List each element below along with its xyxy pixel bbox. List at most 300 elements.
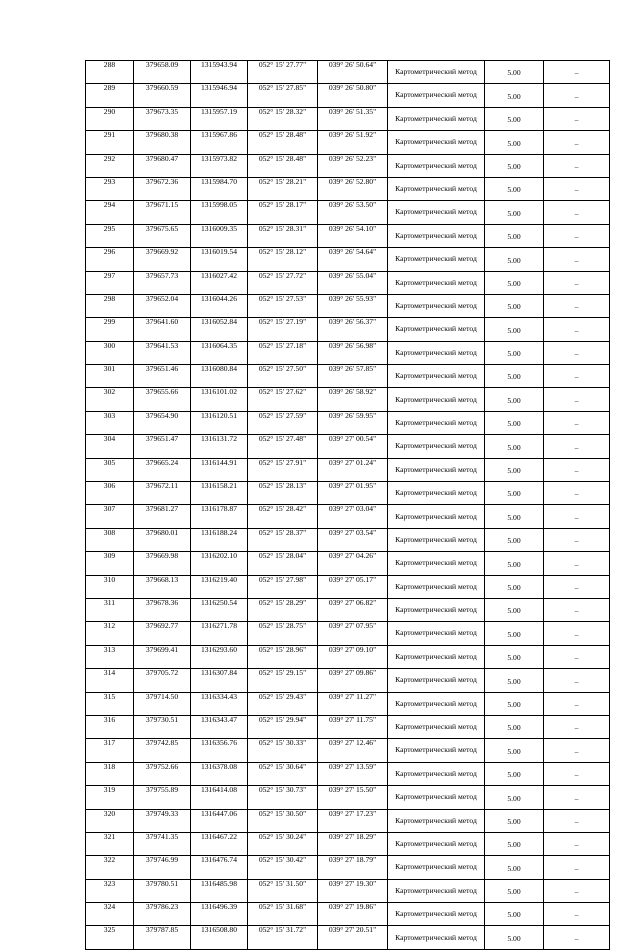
table-row bbox=[86, 645, 610, 668]
method-cell: Картометрический метод bbox=[388, 435, 485, 458]
latitude-cell: 052° 15' 28.75" bbox=[248, 622, 318, 645]
point-number-cell: 321 bbox=[86, 832, 134, 855]
method-cell: Картометрический метод bbox=[388, 598, 485, 621]
x-coordinate-cell: 379671.15 bbox=[134, 201, 191, 224]
table-body bbox=[86, 61, 610, 950]
longitude-cell: 039° 27' 07.95" bbox=[318, 622, 388, 645]
latitude-cell: 052° 15' 28.21" bbox=[248, 177, 318, 200]
accuracy-cell: 5.00 bbox=[485, 879, 544, 902]
method-cell: Картометрический метод bbox=[388, 575, 485, 598]
longitude-cell: 039° 27' 12.46" bbox=[318, 739, 388, 762]
point-number-cell: 290 bbox=[86, 107, 134, 130]
table-row bbox=[86, 809, 610, 832]
point-number-cell: 304 bbox=[86, 435, 134, 458]
latitude-cell: 052° 15' 27.48" bbox=[248, 435, 318, 458]
x-coordinate-cell: 379675.65 bbox=[134, 224, 191, 247]
point-number-cell: 302 bbox=[86, 388, 134, 411]
table-row bbox=[86, 598, 610, 621]
latitude-cell: 052° 15' 28.32" bbox=[248, 107, 318, 130]
point-number-cell: 306 bbox=[86, 482, 134, 505]
table-row bbox=[86, 739, 610, 762]
table-row bbox=[86, 482, 610, 505]
accuracy-cell: 5.00 bbox=[485, 482, 544, 505]
point-number-cell: 316 bbox=[86, 715, 134, 738]
latitude-cell: 052° 15' 27.59" bbox=[248, 411, 318, 434]
method-cell: Картометрический метод bbox=[388, 528, 485, 551]
method-cell: Картометрический метод bbox=[388, 926, 485, 949]
x-coordinate-cell: 379692.77 bbox=[134, 622, 191, 645]
latitude-cell: 052° 15' 29.43" bbox=[248, 692, 318, 715]
latitude-cell: 052° 15' 27.98" bbox=[248, 575, 318, 598]
longitude-cell: 039° 27' 18.79" bbox=[318, 856, 388, 879]
table-row bbox=[86, 832, 610, 855]
method-cell: Картометрический метод bbox=[388, 692, 485, 715]
longitude-cell: 039° 27' 11.27" bbox=[318, 692, 388, 715]
method-cell: Картометрический метод bbox=[388, 154, 485, 177]
accuracy-cell: 5.00 bbox=[485, 598, 544, 621]
point-number-cell: 324 bbox=[86, 903, 134, 926]
method-cell: Картометрический метод bbox=[388, 856, 485, 879]
longitude-cell: 039° 27' 13.59" bbox=[318, 762, 388, 785]
method-cell: Картометрический метод bbox=[388, 505, 485, 528]
note-cell: – bbox=[544, 622, 610, 645]
y-coordinate-cell: 1315943.94 bbox=[191, 61, 248, 84]
method-cell: Картометрический метод bbox=[388, 879, 485, 902]
x-coordinate-cell: 379668.13 bbox=[134, 575, 191, 598]
x-coordinate-cell: 379730.51 bbox=[134, 715, 191, 738]
accuracy-cell: 5.00 bbox=[485, 669, 544, 692]
note-cell: – bbox=[544, 248, 610, 271]
x-coordinate-cell: 379673.35 bbox=[134, 107, 191, 130]
x-coordinate-cell: 379651.46 bbox=[134, 365, 191, 388]
accuracy-cell: 5.00 bbox=[485, 61, 544, 84]
y-coordinate-cell: 1316188.24 bbox=[191, 528, 248, 551]
point-number-cell: 325 bbox=[86, 926, 134, 949]
x-coordinate-cell: 379705.72 bbox=[134, 669, 191, 692]
latitude-cell: 052° 15' 30.24" bbox=[248, 832, 318, 855]
x-coordinate-cell: 379714.50 bbox=[134, 692, 191, 715]
y-coordinate-cell: 1316378.08 bbox=[191, 762, 248, 785]
latitude-cell: 052° 15' 31.68" bbox=[248, 903, 318, 926]
latitude-cell: 052° 15' 28.48" bbox=[248, 131, 318, 154]
note-cell: – bbox=[544, 739, 610, 762]
longitude-cell: 039° 26' 57.85" bbox=[318, 365, 388, 388]
note-cell: – bbox=[544, 552, 610, 575]
method-cell: Картометрический метод bbox=[388, 388, 485, 411]
table-row bbox=[86, 622, 610, 645]
longitude-cell: 039° 26' 58.92" bbox=[318, 388, 388, 411]
note-cell: – bbox=[544, 669, 610, 692]
x-coordinate-cell: 379652.04 bbox=[134, 294, 191, 317]
x-coordinate-cell: 379787.85 bbox=[134, 926, 191, 949]
x-coordinate-cell: 379742.85 bbox=[134, 739, 191, 762]
accuracy-cell: 5.00 bbox=[485, 365, 544, 388]
table-row bbox=[86, 528, 610, 551]
point-number-cell: 305 bbox=[86, 458, 134, 481]
method-cell: Картометрический метод bbox=[388, 832, 485, 855]
y-coordinate-cell: 1316144.91 bbox=[191, 458, 248, 481]
accuracy-cell: 5.00 bbox=[485, 832, 544, 855]
note-cell: – bbox=[544, 388, 610, 411]
point-number-cell: 313 bbox=[86, 645, 134, 668]
longitude-cell: 039° 26' 50.64" bbox=[318, 61, 388, 84]
accuracy-cell: 5.00 bbox=[485, 411, 544, 434]
longitude-cell: 039° 27' 01.95" bbox=[318, 482, 388, 505]
x-coordinate-cell: 379741.35 bbox=[134, 832, 191, 855]
x-coordinate-cell: 379672.11 bbox=[134, 482, 191, 505]
method-cell: Картометрический метод bbox=[388, 318, 485, 341]
table-row bbox=[86, 271, 610, 294]
table-row bbox=[86, 131, 610, 154]
note-cell: – bbox=[544, 107, 610, 130]
y-coordinate-cell: 1316343.47 bbox=[191, 715, 248, 738]
note-cell: – bbox=[544, 177, 610, 200]
table-row bbox=[86, 411, 610, 434]
accuracy-cell: 5.00 bbox=[485, 809, 544, 832]
accuracy-cell: 5.00 bbox=[485, 645, 544, 668]
accuracy-cell: 5.00 bbox=[485, 715, 544, 738]
longitude-cell: 039° 27' 09.10" bbox=[318, 645, 388, 668]
note-cell: – bbox=[544, 294, 610, 317]
latitude-cell: 052° 15' 28.04" bbox=[248, 552, 318, 575]
point-number-cell: 291 bbox=[86, 131, 134, 154]
accuracy-cell: 5.00 bbox=[485, 692, 544, 715]
latitude-cell: 052° 15' 28.37" bbox=[248, 528, 318, 551]
x-coordinate-cell: 379654.90 bbox=[134, 411, 191, 434]
longitude-cell: 039° 27' 09.86" bbox=[318, 669, 388, 692]
y-coordinate-cell: 1315946.94 bbox=[191, 84, 248, 107]
table-row bbox=[86, 154, 610, 177]
x-coordinate-cell: 379672.36 bbox=[134, 177, 191, 200]
method-cell: Картометрический метод bbox=[388, 715, 485, 738]
x-coordinate-cell: 379681.27 bbox=[134, 505, 191, 528]
latitude-cell: 052° 15' 28.17" bbox=[248, 201, 318, 224]
y-coordinate-cell: 1316178.87 bbox=[191, 505, 248, 528]
y-coordinate-cell: 1316476.74 bbox=[191, 856, 248, 879]
y-coordinate-cell: 1316293.60 bbox=[191, 645, 248, 668]
point-number-cell: 311 bbox=[86, 598, 134, 621]
y-coordinate-cell: 1315957.19 bbox=[191, 107, 248, 130]
note-cell: – bbox=[544, 224, 610, 247]
table-row bbox=[86, 856, 610, 879]
accuracy-cell: 5.00 bbox=[485, 458, 544, 481]
table-row bbox=[86, 926, 610, 949]
y-coordinate-cell: 1316120.51 bbox=[191, 411, 248, 434]
table-row bbox=[86, 341, 610, 364]
point-number-cell: 314 bbox=[86, 669, 134, 692]
y-coordinate-cell: 1316496.39 bbox=[191, 903, 248, 926]
x-coordinate-cell: 379641.53 bbox=[134, 341, 191, 364]
longitude-cell: 039° 26' 59.95" bbox=[318, 411, 388, 434]
point-number-cell: 295 bbox=[86, 224, 134, 247]
longitude-cell: 039° 27' 03.54" bbox=[318, 528, 388, 551]
x-coordinate-cell: 379786.23 bbox=[134, 903, 191, 926]
method-cell: Картометрический метод bbox=[388, 271, 485, 294]
accuracy-cell: 5.00 bbox=[485, 903, 544, 926]
latitude-cell: 052° 15' 31.72" bbox=[248, 926, 318, 949]
y-coordinate-cell: 1316271.78 bbox=[191, 622, 248, 645]
latitude-cell: 052° 15' 27.85" bbox=[248, 84, 318, 107]
note-cell: – bbox=[544, 341, 610, 364]
point-number-cell: 315 bbox=[86, 692, 134, 715]
point-number-cell: 308 bbox=[86, 528, 134, 551]
accuracy-cell: 5.00 bbox=[485, 622, 544, 645]
accuracy-cell: 5.00 bbox=[485, 131, 544, 154]
method-cell: Картометрический метод bbox=[388, 224, 485, 247]
longitude-cell: 039° 27' 19.30" bbox=[318, 879, 388, 902]
latitude-cell: 052° 15' 28.31" bbox=[248, 224, 318, 247]
x-coordinate-cell: 379657.73 bbox=[134, 271, 191, 294]
longitude-cell: 039° 27' 04.26" bbox=[318, 552, 388, 575]
y-coordinate-cell: 1316250.54 bbox=[191, 598, 248, 621]
note-cell: – bbox=[544, 154, 610, 177]
longitude-cell: 039° 26' 53.50" bbox=[318, 201, 388, 224]
table-row bbox=[86, 365, 610, 388]
point-number-cell: 307 bbox=[86, 505, 134, 528]
note-cell: – bbox=[544, 482, 610, 505]
method-cell: Картометрический метод bbox=[388, 107, 485, 130]
method-cell: Картометрический метод bbox=[388, 622, 485, 645]
point-number-cell: 292 bbox=[86, 154, 134, 177]
y-coordinate-cell: 1316101.02 bbox=[191, 388, 248, 411]
method-cell: Картометрический метод bbox=[388, 809, 485, 832]
method-cell: Картометрический метод bbox=[388, 61, 485, 84]
longitude-cell: 039° 27' 03.04" bbox=[318, 505, 388, 528]
accuracy-cell: 5.00 bbox=[485, 388, 544, 411]
note-cell: – bbox=[544, 856, 610, 879]
x-coordinate-cell: 379749.33 bbox=[134, 809, 191, 832]
longitude-cell: 039° 27' 11.75" bbox=[318, 715, 388, 738]
note-cell: – bbox=[544, 809, 610, 832]
method-cell: Картометрический метод bbox=[388, 84, 485, 107]
method-cell: Картометрический метод bbox=[388, 131, 485, 154]
x-coordinate-cell: 379651.47 bbox=[134, 435, 191, 458]
method-cell: Картометрический метод bbox=[388, 201, 485, 224]
accuracy-cell: 5.00 bbox=[485, 294, 544, 317]
table-row bbox=[86, 715, 610, 738]
point-number-cell: 309 bbox=[86, 552, 134, 575]
note-cell: – bbox=[544, 435, 610, 458]
latitude-cell: 052° 15' 28.96" bbox=[248, 645, 318, 668]
y-coordinate-cell: 1316131.72 bbox=[191, 435, 248, 458]
longitude-cell: 039° 26' 55.93" bbox=[318, 294, 388, 317]
method-cell: Картометрический метод bbox=[388, 458, 485, 481]
note-cell: – bbox=[544, 715, 610, 738]
latitude-cell: 052° 15' 30.33" bbox=[248, 739, 318, 762]
x-coordinate-cell: 379680.01 bbox=[134, 528, 191, 551]
latitude-cell: 052° 15' 28.48" bbox=[248, 154, 318, 177]
accuracy-cell: 5.00 bbox=[485, 739, 544, 762]
longitude-cell: 039° 26' 52.80" bbox=[318, 177, 388, 200]
accuracy-cell: 5.00 bbox=[485, 154, 544, 177]
latitude-cell: 052° 15' 27.19" bbox=[248, 318, 318, 341]
y-coordinate-cell: 1315984.70 bbox=[191, 177, 248, 200]
method-cell: Картометрический метод bbox=[388, 248, 485, 271]
longitude-cell: 039° 26' 50.80" bbox=[318, 84, 388, 107]
accuracy-cell: 5.00 bbox=[485, 926, 544, 949]
accuracy-cell: 5.00 bbox=[485, 786, 544, 809]
longitude-cell: 039° 26' 55.04" bbox=[318, 271, 388, 294]
accuracy-cell: 5.00 bbox=[485, 271, 544, 294]
y-coordinate-cell: 1315973.82 bbox=[191, 154, 248, 177]
y-coordinate-cell: 1316356.76 bbox=[191, 739, 248, 762]
accuracy-cell: 5.00 bbox=[485, 762, 544, 785]
accuracy-cell: 5.00 bbox=[485, 856, 544, 879]
note-cell: – bbox=[544, 411, 610, 434]
point-number-cell: 296 bbox=[86, 248, 134, 271]
x-coordinate-cell: 379755.89 bbox=[134, 786, 191, 809]
longitude-cell: 039° 27' 01.24" bbox=[318, 458, 388, 481]
method-cell: Картометрический метод bbox=[388, 903, 485, 926]
note-cell: – bbox=[544, 61, 610, 84]
method-cell: Картометрический метод bbox=[388, 645, 485, 668]
accuracy-cell: 5.00 bbox=[485, 177, 544, 200]
table-row bbox=[86, 388, 610, 411]
latitude-cell: 052° 15' 27.50" bbox=[248, 365, 318, 388]
latitude-cell: 052° 15' 29.94" bbox=[248, 715, 318, 738]
point-number-cell: 297 bbox=[86, 271, 134, 294]
latitude-cell: 052° 15' 30.64" bbox=[248, 762, 318, 785]
accuracy-cell: 5.00 bbox=[485, 201, 544, 224]
note-cell: – bbox=[544, 271, 610, 294]
accuracy-cell: 5.00 bbox=[485, 505, 544, 528]
note-cell: – bbox=[544, 131, 610, 154]
x-coordinate-cell: 379752.66 bbox=[134, 762, 191, 785]
y-coordinate-cell: 1316027.42 bbox=[191, 271, 248, 294]
accuracy-cell: 5.00 bbox=[485, 318, 544, 341]
method-cell: Картометрический метод bbox=[388, 365, 485, 388]
x-coordinate-cell: 379669.92 bbox=[134, 248, 191, 271]
point-number-cell: 317 bbox=[86, 739, 134, 762]
note-cell: – bbox=[544, 201, 610, 224]
point-number-cell: 293 bbox=[86, 177, 134, 200]
accuracy-cell: 5.00 bbox=[485, 107, 544, 130]
note-cell: – bbox=[544, 692, 610, 715]
point-number-cell: 318 bbox=[86, 762, 134, 785]
x-coordinate-cell: 379658.09 bbox=[134, 61, 191, 84]
y-coordinate-cell: 1316044.26 bbox=[191, 294, 248, 317]
point-number-cell: 303 bbox=[86, 411, 134, 434]
note-cell: – bbox=[544, 598, 610, 621]
accuracy-cell: 5.00 bbox=[485, 341, 544, 364]
latitude-cell: 052° 15' 28.12" bbox=[248, 248, 318, 271]
accuracy-cell: 5.00 bbox=[485, 528, 544, 551]
latitude-cell: 052° 15' 27.72" bbox=[248, 271, 318, 294]
y-coordinate-cell: 1316219.40 bbox=[191, 575, 248, 598]
coordinates-table bbox=[85, 60, 610, 950]
longitude-cell: 039° 27' 06.82" bbox=[318, 598, 388, 621]
note-cell: – bbox=[544, 458, 610, 481]
table-row bbox=[86, 692, 610, 715]
longitude-cell: 039° 27' 19.86" bbox=[318, 903, 388, 926]
point-number-cell: 320 bbox=[86, 809, 134, 832]
accuracy-cell: 5.00 bbox=[485, 435, 544, 458]
y-coordinate-cell: 1316158.21 bbox=[191, 482, 248, 505]
point-number-cell: 294 bbox=[86, 201, 134, 224]
accuracy-cell: 5.00 bbox=[485, 552, 544, 575]
latitude-cell: 052° 15' 29.15" bbox=[248, 669, 318, 692]
latitude-cell: 052° 15' 30.50" bbox=[248, 809, 318, 832]
x-coordinate-cell: 379680.38 bbox=[134, 131, 191, 154]
accuracy-cell: 5.00 bbox=[485, 575, 544, 598]
longitude-cell: 039° 26' 51.35" bbox=[318, 107, 388, 130]
note-cell: – bbox=[544, 832, 610, 855]
table-row bbox=[86, 248, 610, 271]
table-row bbox=[86, 458, 610, 481]
point-number-cell: 310 bbox=[86, 575, 134, 598]
longitude-cell: 039° 26' 54.64" bbox=[318, 248, 388, 271]
y-coordinate-cell: 1316334.43 bbox=[191, 692, 248, 715]
longitude-cell: 039° 27' 05.17" bbox=[318, 575, 388, 598]
point-number-cell: 300 bbox=[86, 341, 134, 364]
y-coordinate-cell: 1316052.84 bbox=[191, 318, 248, 341]
longitude-cell: 039° 26' 56.98" bbox=[318, 341, 388, 364]
table-row bbox=[86, 177, 610, 200]
y-coordinate-cell: 1316467.22 bbox=[191, 832, 248, 855]
longitude-cell: 039° 26' 52.23" bbox=[318, 154, 388, 177]
y-coordinate-cell: 1316009.35 bbox=[191, 224, 248, 247]
latitude-cell: 052° 15' 27.77" bbox=[248, 61, 318, 84]
y-coordinate-cell: 1316019.54 bbox=[191, 248, 248, 271]
point-number-cell: 301 bbox=[86, 365, 134, 388]
latitude-cell: 052° 15' 28.42" bbox=[248, 505, 318, 528]
longitude-cell: 039° 27' 18.29" bbox=[318, 832, 388, 855]
point-number-cell: 319 bbox=[86, 786, 134, 809]
note-cell: – bbox=[544, 926, 610, 949]
method-cell: Картометрический метод bbox=[388, 411, 485, 434]
latitude-cell: 052° 15' 28.13" bbox=[248, 482, 318, 505]
point-number-cell: 312 bbox=[86, 622, 134, 645]
latitude-cell: 052° 15' 28.29" bbox=[248, 598, 318, 621]
y-coordinate-cell: 1316508.80 bbox=[191, 926, 248, 949]
method-cell: Картометрический метод bbox=[388, 552, 485, 575]
note-cell: – bbox=[544, 903, 610, 926]
table-row bbox=[86, 762, 610, 785]
method-cell: Картометрический метод bbox=[388, 786, 485, 809]
longitude-cell: 039° 27' 17.23" bbox=[318, 809, 388, 832]
y-coordinate-cell: 1316307.84 bbox=[191, 669, 248, 692]
x-coordinate-cell: 379641.60 bbox=[134, 318, 191, 341]
y-coordinate-cell: 1316202.10 bbox=[191, 552, 248, 575]
point-number-cell: 288 bbox=[86, 61, 134, 84]
method-cell: Картометрический метод bbox=[388, 482, 485, 505]
y-coordinate-cell: 1316485.98 bbox=[191, 879, 248, 902]
x-coordinate-cell: 379655.66 bbox=[134, 388, 191, 411]
table-row bbox=[86, 552, 610, 575]
longitude-cell: 039° 26' 56.37" bbox=[318, 318, 388, 341]
method-cell: Картометрический метод bbox=[388, 177, 485, 200]
table-row bbox=[86, 575, 610, 598]
method-cell: Картометрический метод bbox=[388, 341, 485, 364]
x-coordinate-cell: 379660.59 bbox=[134, 84, 191, 107]
x-coordinate-cell: 379746.99 bbox=[134, 856, 191, 879]
y-coordinate-cell: 1316414.08 bbox=[191, 786, 248, 809]
accuracy-cell: 5.00 bbox=[485, 224, 544, 247]
y-coordinate-cell: 1315998.05 bbox=[191, 201, 248, 224]
note-cell: – bbox=[544, 318, 610, 341]
latitude-cell: 052° 15' 30.73" bbox=[248, 786, 318, 809]
table-row bbox=[86, 435, 610, 458]
latitude-cell: 052° 15' 27.91" bbox=[248, 458, 318, 481]
longitude-cell: 039° 27' 15.50" bbox=[318, 786, 388, 809]
note-cell: – bbox=[544, 505, 610, 528]
table-row bbox=[86, 318, 610, 341]
table-row bbox=[86, 201, 610, 224]
point-number-cell: 299 bbox=[86, 318, 134, 341]
accuracy-cell: 5.00 bbox=[485, 248, 544, 271]
note-cell: – bbox=[544, 645, 610, 668]
accuracy-cell: 5.00 bbox=[485, 84, 544, 107]
